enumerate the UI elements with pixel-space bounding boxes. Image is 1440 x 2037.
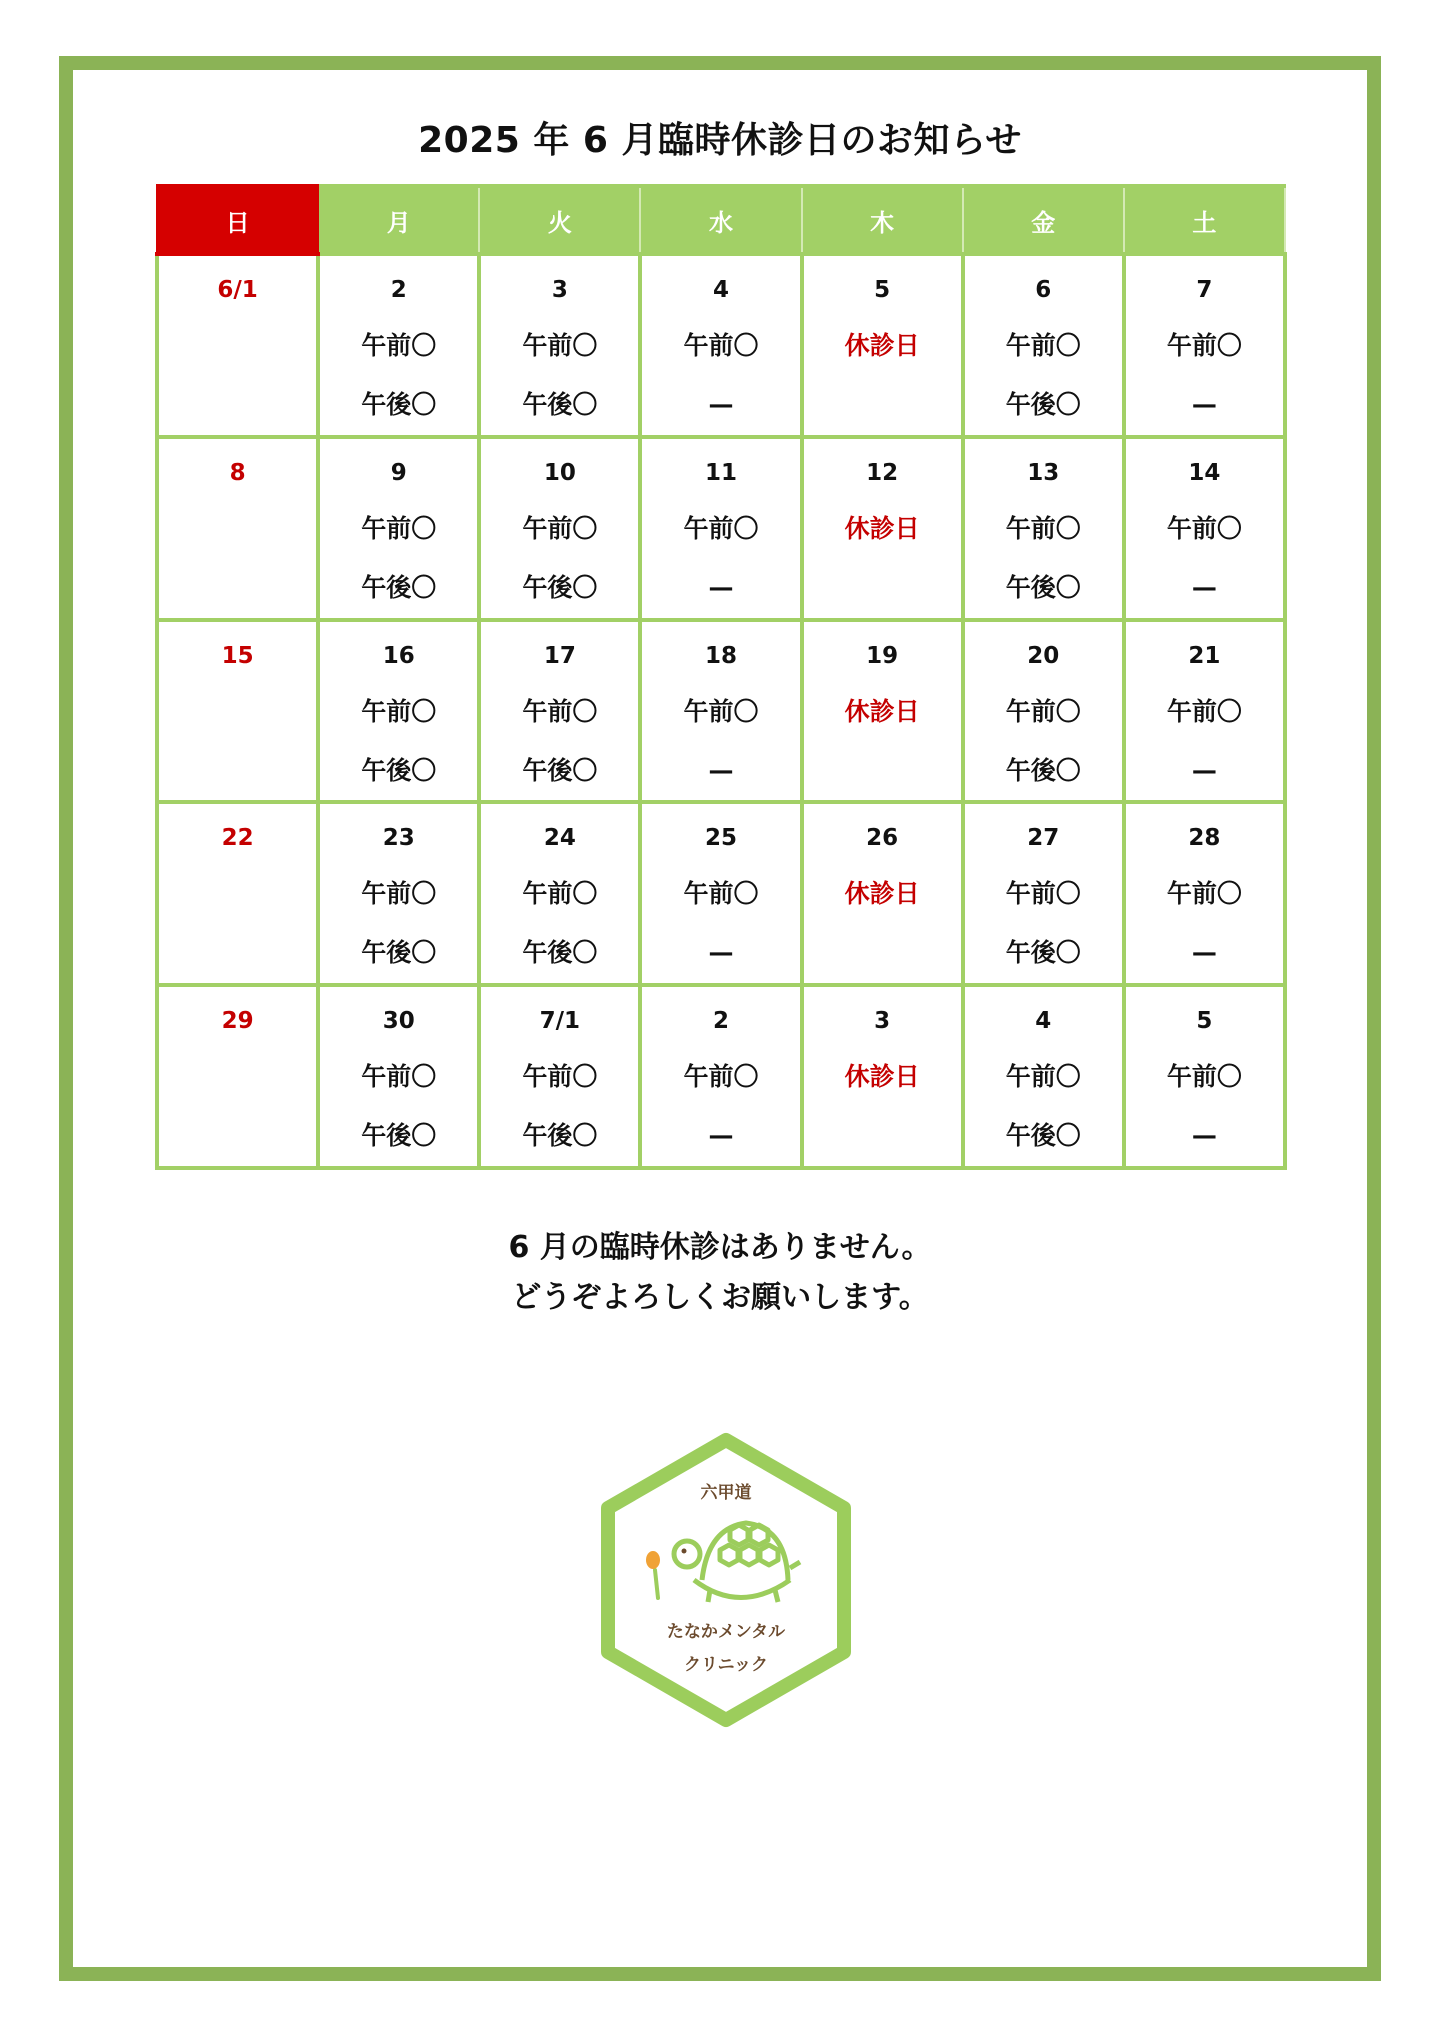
pm-status: 午後〇 [1005,755,1081,785]
calendar-cell [479,620,640,803]
am-status: 午前〇 [1005,331,1081,360]
logo-clinic-name-1: たなかメンタル [666,1622,786,1642]
am-status: 午前〇 [1166,331,1242,360]
calendar-cell [963,620,1124,803]
weekday-header-monday: 月 [318,186,479,254]
calendar-cell [1124,985,1285,1168]
day-number: 2 [712,1008,729,1035]
calendar-cell [963,437,1124,620]
day-number: 6 [1035,277,1052,303]
logo-clinic-name-2: クリニック [684,1655,768,1675]
day-number: 4 [712,277,729,303]
calendar-cell [479,802,640,985]
day-number: 17 [543,642,576,669]
pm-status: — [1191,572,1217,602]
week-row [157,437,1285,620]
day-number: 5 [874,277,891,303]
day-number: 9 [390,459,407,486]
am-status: 午前〇 [683,331,759,360]
day-number: 23 [382,825,415,852]
calendar-cell [802,254,963,437]
am-status: 午前〇 [1005,879,1081,909]
notice-line-2: どうぞよろしくお願いします。 [511,1280,929,1315]
pm-status: — [708,572,734,602]
calendar-cell [640,985,801,1168]
day-number: 7/1 [539,1008,581,1035]
day-number: 21 [1188,642,1221,669]
calendar-cell [479,437,640,620]
day-number: 7 [1196,277,1213,303]
am-status: 午前〇 [361,696,437,726]
pm-status: — [708,938,734,968]
week-row [157,985,1285,1168]
calendar-cell [1124,437,1285,620]
am-status: 午前〇 [1005,513,1081,543]
pm-status: — [708,755,734,785]
calendar-cell [640,437,801,620]
pm-status: 午後〇 [1005,390,1081,419]
clinic-logo [590,1430,862,1730]
day-number: 3 [874,1008,891,1035]
day-number: 12 [866,459,899,486]
day-number: 8 [229,459,246,486]
day-number: 30 [382,1008,415,1035]
weekday-header-tuesday: 火 [479,186,640,254]
pm-status: 午後〇 [522,390,598,419]
am-status: 午前〇 [1166,1062,1242,1092]
weekday-header-wednesday: 水 [640,186,801,254]
day-number: 25 [704,825,737,852]
calendar-cell [1124,254,1285,437]
day-number: 22 [221,825,254,852]
am-status: 午前〇 [1166,696,1242,726]
page-title: 2025 年 6 月臨時休診日のお知らせ [418,120,1022,161]
day-number: 5 [1196,1008,1213,1035]
calendar-cell [157,254,318,437]
pm-status: 午後〇 [361,572,437,602]
pm-status: — [708,390,734,419]
calendar-cell [157,985,318,1168]
am-status: 午前〇 [1166,879,1242,909]
day-number: 29 [221,1008,254,1035]
am-status: 午前〇 [361,1062,437,1092]
day-number: 11 [704,459,737,486]
week-row [157,802,1285,985]
day-number: 28 [1188,825,1221,852]
pm-status: — [708,1121,734,1151]
pm-status: 午後〇 [361,390,437,419]
day-number: 10 [543,459,576,486]
pm-status: 午後〇 [361,755,437,785]
calendar-cell [1124,802,1285,985]
am-status: 午前〇 [683,513,759,543]
pm-status: 午後〇 [522,1121,598,1151]
calendar-cell [640,620,801,803]
am-status: 午前〇 [522,1062,598,1092]
calendar-cell [318,437,479,620]
day-number: 15 [221,642,254,669]
day-number: 18 [704,642,737,669]
calendar-cell [157,437,318,620]
notice-line-1: 6 月の臨時休診はありません。 [508,1230,932,1265]
pm-status: 午後〇 [1005,938,1081,968]
hexagon-logo [608,1440,844,1720]
calendar-cell [1124,620,1285,803]
pm-status: — [1191,938,1217,968]
am-status: 午前〇 [1166,513,1242,543]
day-number: 20 [1027,642,1060,669]
am-status: 午前〇 [1005,1062,1081,1092]
calendar-cell [963,802,1124,985]
am-status: 午前〇 [361,513,437,543]
day-number: 16 [382,642,415,669]
calendar-cell [802,620,963,803]
day-number: 24 [543,825,576,852]
calendar-cell [318,254,479,437]
logo-location-text: 六甲道 [700,1483,752,1503]
calendar-cell [802,985,963,1168]
am-status: 午前〇 [361,331,437,360]
pm-status: — [1191,390,1217,419]
am-status: 午前〇 [522,696,598,726]
weekday-header-friday: 金 [963,186,1124,254]
calendar-cell [479,985,640,1168]
calendar-cell [640,802,801,985]
calendar-cell [157,802,318,985]
calendar-cell [157,620,318,803]
calendar-cell [640,254,801,437]
weekday-header-sunday: 日 [157,186,318,254]
week-row [157,254,1285,437]
calendar-cell [963,254,1124,437]
calendar-cell [963,985,1124,1168]
day-number: 2 [390,277,407,303]
pm-status: 午後〇 [361,938,437,968]
closed-label: 休診日 [844,1062,920,1092]
calendar-cell [318,985,479,1168]
am-status: 午前〇 [683,696,759,726]
calendar-cell [479,254,640,437]
am-status: 午前〇 [361,879,437,909]
pm-status: 午後〇 [1005,572,1081,602]
day-number: 4 [1035,1008,1052,1035]
am-status: 午前〇 [1005,696,1081,726]
day-number: 26 [866,825,899,852]
pm-status: 午後〇 [361,1121,437,1151]
calendar-cell [318,620,479,803]
closed-label: 休診日 [844,331,920,360]
am-status: 午前〇 [683,879,759,909]
weekday-header-thursday: 木 [802,186,963,254]
calendar-table [155,184,1287,1170]
pm-status: — [1191,755,1217,785]
day-number: 27 [1027,825,1060,852]
am-status: 午前〇 [522,513,598,543]
day-number: 14 [1188,459,1221,486]
day-number: 3 [551,277,568,303]
day-number: 6/1 [217,277,258,303]
calendar-cell [318,802,479,985]
turtle-eye-icon [682,1549,687,1554]
closed-label: 休診日 [844,696,920,726]
am-status: 午前〇 [522,879,598,909]
pm-status: 午後〇 [522,938,598,968]
week-row [157,620,1285,803]
calendar-cell [802,437,963,620]
weekday-header-row [157,186,1285,254]
weekday-header-saturday: 土 [1124,186,1285,254]
pm-status: — [1191,1121,1217,1151]
day-number: 19 [866,642,899,669]
calendar-cell [802,802,963,985]
day-number: 13 [1027,459,1060,486]
pm-status: 午後〇 [1005,1121,1081,1151]
am-status: 午前〇 [683,1062,759,1092]
closed-label: 休診日 [844,513,920,543]
pm-status: 午後〇 [522,572,598,602]
closed-label: 休診日 [844,879,920,909]
pm-status: 午後〇 [522,755,598,785]
am-status: 午前〇 [522,331,598,360]
